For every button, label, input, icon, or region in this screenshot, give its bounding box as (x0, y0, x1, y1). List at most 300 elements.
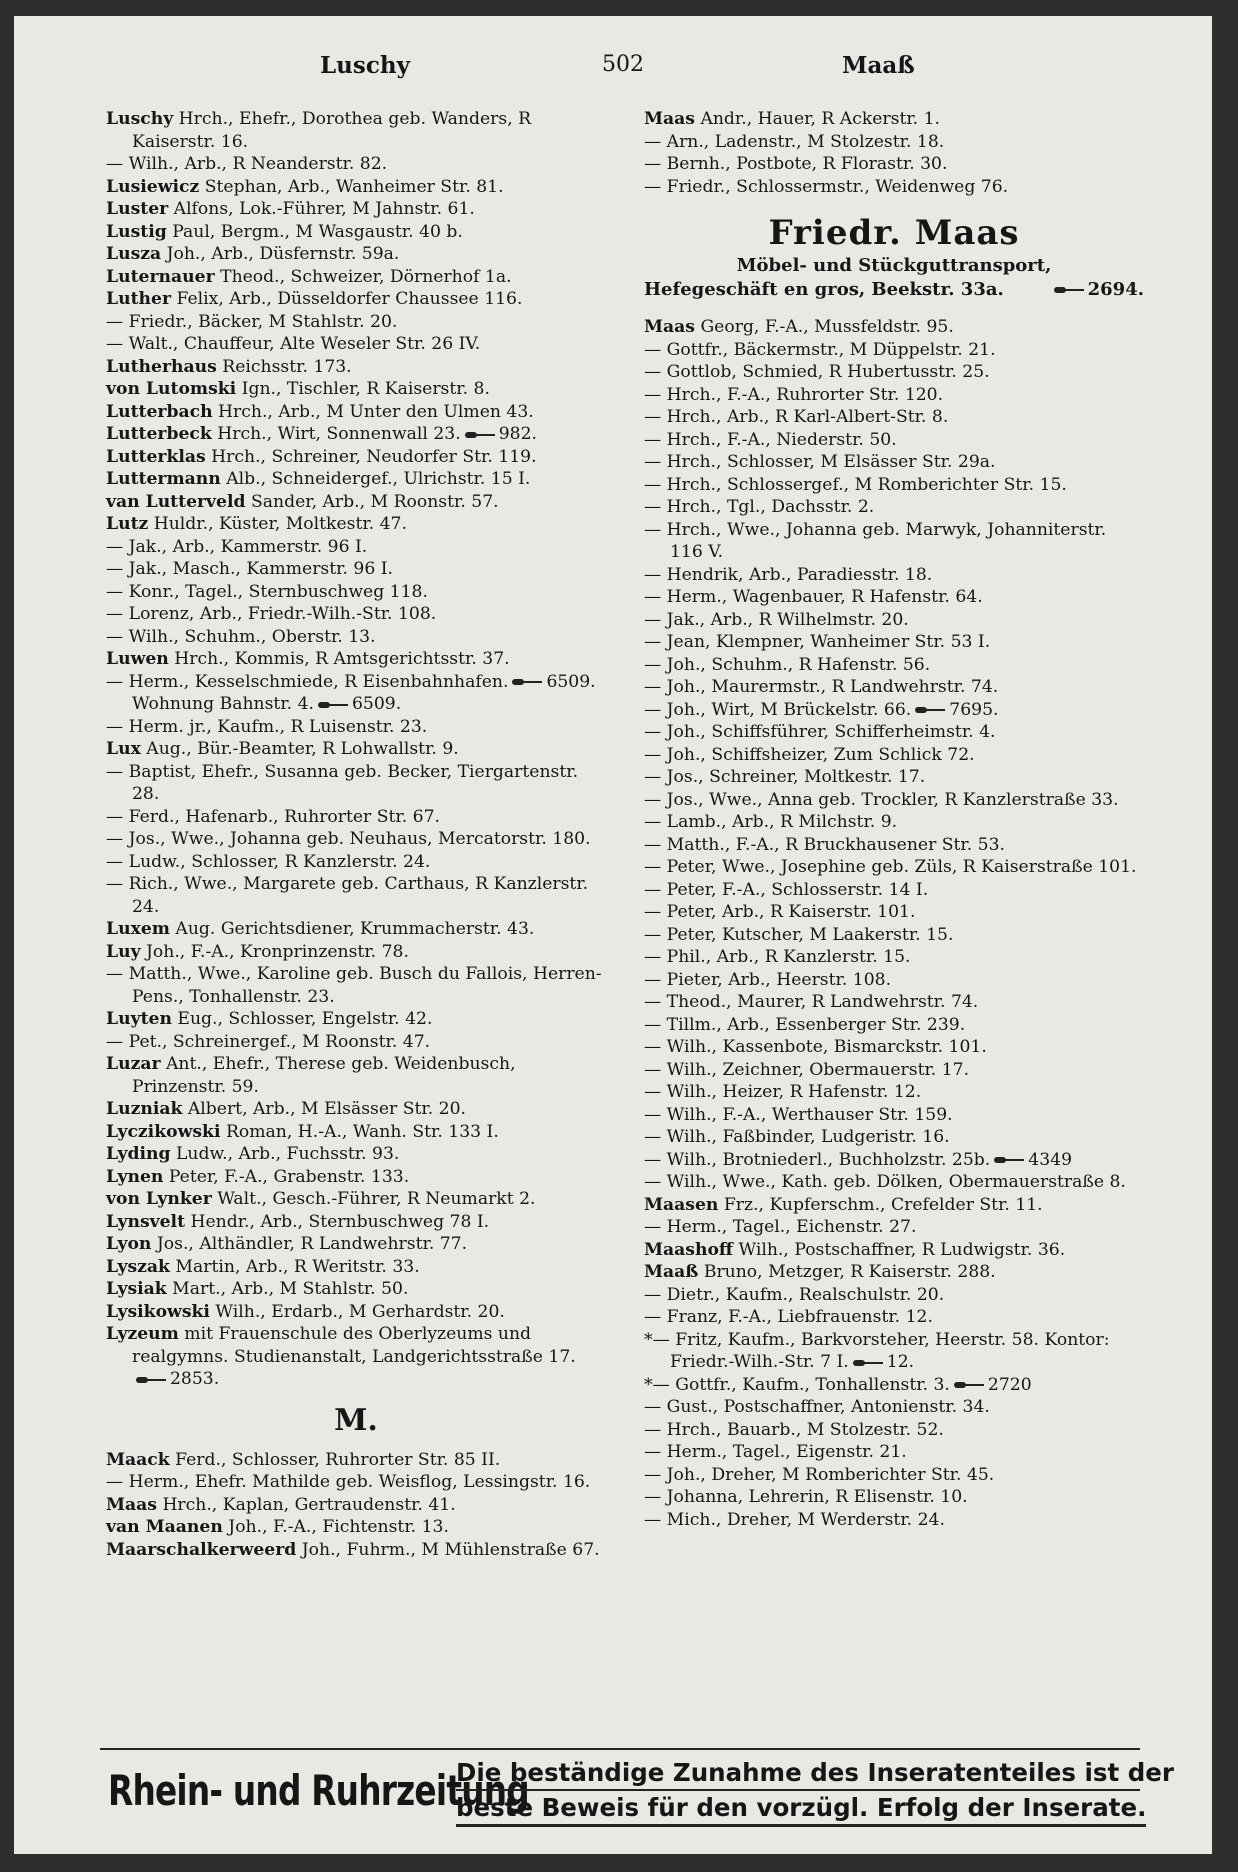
entry-surname: Maack (106, 1449, 170, 1470)
directory-entry (644, 1441, 1144, 1464)
entry-text: — Jak., Arb., Kammerstr. 96 I. (106, 536, 368, 557)
entry-text: Mart., Arb., M Stahlstr. 50. (166, 1279, 409, 1299)
entry-text: — Jean, Klempner, Wanheimer Str. 53 I. (644, 632, 991, 652)
entry-text: Jos., Althändler, R Landwehrstr. 77. (151, 1234, 468, 1254)
directory-entry (644, 1036, 1144, 1059)
directory-entry (106, 1166, 606, 1189)
directory-entry (644, 1464, 1144, 1487)
entry-text: — Joh., Dreher, M Romberichter Str. 45. (644, 1464, 995, 1485)
directory-entry (644, 1284, 1144, 1307)
directory-entry (106, 1471, 606, 1494)
directory-entry (644, 924, 1144, 947)
entry-text: Aug. Gerichtsdiener, Krummacherstr. 43. (169, 919, 535, 939)
left-entry-list-m (106, 1449, 606, 1562)
left-column (106, 108, 606, 1561)
banner-slogan (456, 1756, 1174, 1827)
entry-text: — Lorenz, Arb., Friedr.-Wilh.-Str. 108. (106, 604, 437, 624)
entry-text: — Gottfr., Bäckermstr., M Düppelstr. 21. (644, 339, 996, 360)
entry-surname: Maas (644, 109, 695, 129)
left-entry-list (106, 108, 606, 1391)
directory-entry (106, 1301, 606, 1324)
directory-entry (106, 648, 606, 671)
directory-entry (644, 969, 1144, 992)
entry-text: Roman, H.-A., Wanh. Str. 133 I. (220, 1121, 499, 1142)
directory-entry (106, 761, 606, 806)
entry-phone: 982. (498, 424, 537, 444)
directory-entry (644, 474, 1144, 497)
entry-surname: Lysikowski (106, 1301, 210, 1322)
entry-text: — Jos., Wwe., Johanna geb. Neuhaus, Mercatorstr. 180. (106, 829, 591, 849)
entry-phone: 6509. (352, 694, 402, 714)
directory-entry (644, 1014, 1144, 1037)
entry-surname: van Lutterveld (106, 491, 246, 512)
entry-text: Frz., Kupferschm., Crefelder Str. 11. (718, 1194, 1043, 1215)
entry-text: *— Gottfr., Kaufm., Tonhallenstr. 3. (644, 1374, 950, 1395)
directory-entry (106, 468, 606, 491)
entry-surname: Luwen (106, 649, 169, 669)
entry-text: — Wilh., Kassenbote, Bismarckstr. 101. (644, 1037, 987, 1057)
directory-entry (644, 879, 1144, 902)
directory-entry (644, 108, 1144, 131)
directory-entry (106, 176, 606, 199)
directory-entry (106, 918, 606, 941)
directory-entry (644, 1329, 1144, 1374)
entry-text: — Bernh., Postbote, R Florastr. 30. (644, 154, 948, 174)
entry-text: Hrch., Arb., M Unter den Ulmen 43. (212, 401, 534, 422)
entry-text: — Gust., Postschaffner, Antonienstr. 34. (644, 1397, 990, 1417)
telephone-icon (954, 1380, 984, 1390)
right-entry-list (644, 316, 1144, 1531)
entry-surname: Luyten (106, 1009, 172, 1029)
entry-text: — Theod., Maurer, R Landwehrstr. 74. (644, 992, 979, 1012)
directory-entry (644, 789, 1144, 812)
entry-text: — Matth., Wwe., Karoline geb. Busch du Fallois, Herren-Pens., Tonhallenstr. 23. (106, 964, 602, 1007)
entry-surname: Maasen (644, 1194, 719, 1215)
directory-entry (644, 721, 1144, 744)
entry-surname: Luy (106, 941, 141, 962)
entry-surname: von Lutomski (106, 379, 237, 399)
directory-entry (106, 198, 606, 221)
directory-entry (644, 429, 1144, 452)
entry-text: — Friedr., Bäcker, M Stahlstr. 20. (106, 311, 398, 332)
directory-entry (106, 1188, 606, 1211)
entry-text: — Jos., Wwe., Anna geb. Trockler, R Kanzlerstraße 33. (644, 789, 1119, 810)
directory-entry (106, 738, 606, 761)
entry-text: — Jos., Schreiner, Moltkestr. 17. (644, 767, 926, 787)
entry-text: Eug., Schlosser, Engelstr. 42. (171, 1009, 433, 1029)
entry-text: — Peter, Kutscher, M Laakerstr. 15. (644, 924, 954, 945)
directory-entry (644, 1396, 1144, 1419)
newspaper-banner (100, 1748, 1174, 1830)
directory-entry (644, 766, 1144, 789)
directory-entry (106, 671, 606, 716)
entry-text: Georg, F.-A., Mussfeldstr. 95. (694, 317, 954, 337)
directory-entry (644, 856, 1144, 879)
directory-entry (106, 1121, 606, 1144)
directory-entry (106, 1539, 606, 1562)
advert-line1: Möbel- und Stückguttransport, (736, 255, 1052, 276)
directory-entry (106, 1098, 606, 1121)
directory-entry (644, 1081, 1144, 1104)
entry-text: — Hrch., Arb., R Karl-Albert-Str. 8. (644, 407, 949, 427)
entry-text: — Wilh., Arb., R Neanderstr. 82. (106, 154, 388, 174)
page-number: 502 (602, 52, 644, 77)
entry-text: — Matth., F.-A., R Bruckhausener Str. 53. (644, 834, 1006, 855)
directory-entry (644, 384, 1144, 407)
entry-text: — Peter, Arb., R Kaiserstr. 101. (644, 902, 916, 922)
telephone-icon (1054, 285, 1084, 295)
directory-entry (644, 406, 1144, 429)
entry-text: — Herm., Tagel., Eigenstr. 21. (644, 1442, 907, 1462)
directory-entry (106, 1256, 606, 1279)
entry-text: — Hrch., Bauarb., M Stolzestr. 52. (644, 1419, 944, 1440)
directory-entry (644, 586, 1144, 609)
advert-phone (1050, 278, 1144, 302)
header-right-keyword: Maaß (842, 52, 915, 79)
directory-entry (644, 1149, 1144, 1172)
entry-text: — Wilh., Heizer, R Hafenstr. 12. (644, 1082, 922, 1102)
entry-surname: Maaß (644, 1262, 699, 1282)
entry-text: — Tillm., Arb., Essenberger Str. 239. (644, 1014, 966, 1035)
entry-text: — Herm. jr., Kaufm., R Luisenstr. 23. (106, 716, 428, 737)
directory-entry (106, 941, 606, 964)
directory-entry (644, 1059, 1144, 1082)
entry-text: — Peter, F.-A., Schlosserstr. 14 I. (644, 879, 929, 900)
entry-text: Andr., Hauer, R Ackerstr. 1. (694, 109, 941, 129)
entry-surname: Lutterbach (106, 401, 213, 422)
directory-entry (644, 1419, 1144, 1442)
entry-text: — Ferd., Hafenarb., Ruhrorter Str. 67. (106, 806, 440, 827)
entry-surname: Lusza (106, 244, 162, 264)
entry-text: Wilh., Postschaffner, R Ludwigstr. 36. (733, 1239, 1066, 1260)
entry-text: Hendr., Arb., Sternbuschweg 78 I. (185, 1211, 490, 1232)
telephone-icon (465, 430, 495, 440)
entry-text: Ign., Tischler, R Kaiserstr. 8. (236, 379, 490, 399)
directory-entry (106, 963, 606, 1008)
directory-entry (644, 1216, 1144, 1239)
entry-surname: Luschy (106, 109, 174, 129)
directory-entry (644, 1171, 1144, 1194)
directory-entry (644, 176, 1144, 199)
entry-text: — Hrch., F.-A., Ruhrorter Str. 120. (644, 384, 944, 405)
banner-slogan-line1: Die beständige Zunahme des Inseratenteiles ist der (456, 1756, 1140, 1791)
telephone-icon (994, 1155, 1024, 1165)
directory-entry (106, 1143, 606, 1166)
directory-entry (106, 626, 606, 649)
entry-text: — Joh., Wirt, M Brückelstr. 66. (644, 699, 912, 720)
telephone-icon (136, 1375, 166, 1385)
entry-text: — Wilh., Wwe., Kath. geb. Dölken, Obermauerstraße 8. (644, 1172, 1126, 1192)
entry-surname: Lynsvelt (106, 1211, 186, 1232)
entry-surname: Lyczikowski (106, 1121, 221, 1142)
entry-surname: Luttermann (106, 469, 221, 489)
entry-text: — Wilh., F.-A., Werthauser Str. 159. (644, 1104, 953, 1125)
directory-entry (644, 339, 1144, 362)
directory-entry (644, 519, 1144, 564)
entry-text: — Jak., Masch., Kammerstr. 96 I. (106, 559, 393, 579)
entry-surname: Luther (106, 289, 172, 309)
directory-entry (106, 401, 606, 424)
entry-text: Aug., Bür.-Beamter, R Lohwallstr. 9. (140, 739, 459, 759)
directory-entry (106, 851, 606, 874)
directory-entry (644, 1194, 1144, 1217)
entry-surname: Lutterbeck (106, 424, 212, 444)
directory-entry (106, 1031, 606, 1054)
right-entry-list-top (644, 108, 1144, 198)
directory-entry (106, 1323, 606, 1391)
entry-text: — Joh., Maurermstr., R Landwehrstr. 74. (644, 677, 999, 697)
directory-entry (106, 716, 606, 739)
entry-text: Felix, Arb., Düsseldorfer Chaussee 116. (171, 289, 523, 309)
entry-text: — Hrch., Wwe., Johanna geb. Marwyk, Johanniterstr. 116 V. (644, 519, 1107, 562)
directory-entry (644, 834, 1144, 857)
entry-text: — Hrch., Schlossergef., M Romberichter Str. 15. (644, 474, 1067, 495)
entry-surname: Luternauer (106, 266, 215, 287)
entry-text: — Walt., Chauffeur, Alte Weseler Str. 26 IV. (106, 334, 481, 354)
entry-text: — Wilh., Zeichner, Obermauerstr. 17. (644, 1059, 970, 1080)
directory-entry (106, 1211, 606, 1234)
entry-text: — Lamb., Arb., R Milchstr. 9. (644, 812, 898, 832)
entry-text: — Johanna, Lehrerin, R Elisenstr. 10. (644, 1487, 968, 1507)
directory-entry (644, 609, 1144, 632)
entry-text: — Herm., Ehefr. Mathilde geb. Weisflog, Lessingstr. 16. (106, 1472, 591, 1492)
directory-entry (106, 1233, 606, 1256)
directory-entry (644, 1239, 1144, 1262)
directory-entry (106, 356, 606, 379)
entry-text: — Baptist, Ehefr., Susanna geb. Becker, Tiergartenstr. 28. (106, 761, 579, 804)
directory-entry (106, 1516, 606, 1539)
directory-entry (644, 901, 1144, 924)
entry-phone: 2720 (987, 1374, 1032, 1395)
directory-entry (106, 513, 606, 536)
entry-surname: Lyzeum (106, 1324, 179, 1344)
entry-text: — Hrch., Tgl., Dachsstr. 2. (644, 497, 875, 517)
telephone-icon (853, 1358, 883, 1368)
advert-line2 (644, 278, 1144, 302)
directory-entry (644, 361, 1144, 384)
entry-text: Alb., Schneidergef., Ulrichstr. 15 I. (220, 469, 531, 489)
entry-surname: Lyszak (106, 1256, 170, 1277)
entry-text: *— Fritz, Kaufm., Barkvorsteher, Heerstr. 58. Kontor: Friedr.-Wilh.-Str. 7 I. (644, 1329, 1110, 1372)
directory-entry (644, 564, 1144, 587)
directory-entry (106, 266, 606, 289)
advertisement (644, 212, 1144, 302)
directory-entry (106, 1053, 606, 1098)
directory-entry (644, 1509, 1144, 1532)
directory-entry (644, 991, 1144, 1014)
telephone-icon (318, 700, 348, 710)
directory-entry (644, 654, 1144, 677)
directory-entry (106, 333, 606, 356)
entry-surname: Maashoff (644, 1239, 734, 1260)
entry-text: Hrch., Kaplan, Gertraudenstr. 41. (156, 1494, 456, 1515)
directory-entry (106, 423, 606, 446)
entry-surname: Lusiewicz (106, 176, 200, 197)
directory-entry (106, 1278, 606, 1301)
directory-entry (106, 603, 606, 626)
directory-entry (644, 131, 1144, 154)
entry-text: Paul, Bergm., M Wasgaustr. 40 b. (166, 221, 463, 242)
entry-text: Reichsstr. 173. (216, 356, 352, 377)
banner-brand: Rhein- und Ruhrzeitung (108, 1766, 529, 1815)
entry-text: — Konr., Tagel., Sternbuschweg 118. (106, 581, 428, 602)
directory-entry (644, 496, 1144, 519)
entry-text: mit Frauenschule des Oberlyzeums und realgymns. Studienanstalt, Landgerichtsstraße 17. (132, 1324, 576, 1367)
entry-text: — Joh., Schiffsführer, Schifferheimstr. 4. (644, 722, 996, 742)
entry-surname: Luster (106, 199, 169, 219)
directory-entry (644, 1104, 1144, 1127)
directory-entry (644, 631, 1144, 654)
entry-text: — Pet., Schreinergef., M Roonstr. 47. (106, 1031, 431, 1052)
entry-text: Hrch., Ehefr., Dorothea geb. Wanders, R Kaiserstr. 16. (132, 109, 532, 152)
entry-text: Ant., Ehefr., Therese geb. Weidenbusch, Prinzenstr. 59. (132, 1054, 516, 1097)
directory-entry (106, 581, 606, 604)
entry-text: — Pieter, Arb., Heerstr. 108. (644, 969, 892, 990)
entry-text: — Ludw., Schlosser, R Kanzlerstr. 24. (106, 851, 431, 872)
entry-text: — Herm., Tagel., Eichenstr. 27. (644, 1217, 917, 1237)
entry-text: — Friedr., Schlossermstr., Weidenweg 76. (644, 176, 1009, 197)
entry-text: — Hrch., F.-A., Niederstr. 50. (644, 429, 897, 450)
entry-text: — Mich., Dreher, M Werderstr. 24. (644, 1509, 945, 1530)
directory-entry (106, 378, 606, 401)
directory-entry (644, 811, 1144, 834)
advert-line2-text: Hefegeschäft en gros, Beekstr. 33a. (644, 279, 1004, 300)
directory-entry (106, 243, 606, 266)
entry-text: Theod., Schweizer, Dörnerhof 1a. (214, 266, 512, 287)
directory-entry (644, 676, 1144, 699)
entry-text: — Wilh., Brotniederl., Buchholzstr. 25b. (644, 1149, 991, 1170)
entry-text: — Arn., Ladenstr., M Stolzestr. 18. (644, 131, 945, 152)
entry-text: Walt., Gesch.-Führer, R Neumarkt 2. (211, 1189, 536, 1209)
letter-heading: M. (334, 1402, 378, 1438)
entry-text: Joh., Fuhrm., M Mühlenstraße 67. (296, 1539, 600, 1560)
entry-surname: Lutterklas (106, 446, 206, 467)
directory-entry (644, 744, 1144, 767)
entry-text: Stephan, Arb., Wanheimer Str. 81. (199, 176, 504, 197)
entry-text: — Gottlob, Schmied, R Hubertusstr. 25. (644, 362, 990, 382)
entry-text: — Jak., Arb., R Wilhelmstr. 20. (644, 609, 909, 630)
directory-entry (644, 1261, 1144, 1284)
banner-slogan-line2: beste Beweis für den vorzügl. Erfolg der Inserate. (456, 1791, 1146, 1827)
entry-text: Hrch., Wirt, Sonnenwall 23. (211, 424, 461, 444)
directory-entry (644, 316, 1144, 339)
entry-surname: Luxem (106, 919, 170, 939)
entry-text: Peter, F.-A., Grabenstr. 133. (163, 1166, 410, 1187)
entry-surname: von Lynker (106, 1189, 212, 1209)
directory-page (14, 16, 1212, 1854)
advert-name: Friedr. Maas (768, 213, 1020, 253)
entry-surname: Lyon (106, 1234, 152, 1254)
entry-surname: Lutz (106, 514, 149, 534)
directory-entry (106, 446, 606, 469)
entry-text: — Wilh., Faßbinder, Ludgeristr. 16. (644, 1127, 950, 1147)
entry-text: — Wilh., Schuhm., Oberstr. 13. (106, 626, 376, 647)
directory-entry (644, 1126, 1144, 1149)
entry-text: Albert, Arb., M Elsässer Str. 20. (182, 1099, 466, 1119)
directory-entry (106, 108, 606, 153)
entry-text: Joh., F.-A., Kronprinzenstr. 78. (140, 941, 409, 962)
entry-text: Bruno, Metzger, R Kaiserstr. 288. (698, 1262, 996, 1282)
entry-text: Joh., Arb., Düsfernstr. 59a. (161, 244, 400, 264)
entry-text: — Dietr., Kaufm., Realschulstr. 20. (644, 1284, 945, 1305)
entry-text: — Peter, Wwe., Josephine geb. Züls, R Kaiserstraße 101. (644, 857, 1137, 877)
entry-phone: 4349 (1028, 1149, 1073, 1170)
entry-text: — Joh., Schuhm., R Hafenstr. 56. (644, 654, 931, 675)
entry-surname: Lustig (106, 221, 167, 242)
entry-text: Huldr., Küster, Moltkestr. 47. (148, 514, 407, 534)
entry-text: Wilh., Erdarb., M Gerhardstr. 20. (209, 1301, 505, 1322)
telephone-icon (915, 705, 945, 715)
entry-text: — Herm., Wagenbauer, R Hafenstr. 64. (644, 587, 983, 607)
entry-text: Martin, Arb., R Weritstr. 33. (169, 1256, 420, 1277)
entry-text: Hrch., Schreiner, Neudorfer Str. 119. (205, 446, 537, 467)
directory-entry (106, 221, 606, 244)
directory-entry (644, 1374, 1144, 1397)
directory-entry (106, 828, 606, 851)
entry-surname: Lysiak (106, 1279, 167, 1299)
entry-surname: Lutherhaus (106, 356, 217, 377)
telephone-icon (512, 677, 542, 687)
entry-surname: Lux (106, 739, 141, 759)
directory-entry (644, 946, 1144, 969)
entry-text: Joh., F.-A., Fichtenstr. 13. (222, 1517, 449, 1537)
entry-phone: 2853. (170, 1369, 220, 1389)
entry-surname: Maarschalkerweerd (106, 1539, 297, 1560)
entry-surname: Luzniak (106, 1099, 183, 1119)
entry-text: — Phil., Arb., R Kanzlerstr. 15. (644, 947, 911, 967)
directory-entry (106, 536, 606, 559)
header-left-keyword: Luschy (320, 52, 410, 79)
directory-entry (644, 451, 1144, 474)
entry-surname: Luzar (106, 1054, 161, 1074)
entry-phone: 6509. Wohnung Bahnstr. 4. (132, 671, 596, 714)
entry-text: — Herm., Kesselschmiede, R Eisenbahnhafen. (106, 671, 509, 692)
entry-text: Hrch., Kommis, R Amtsgerichtsstr. 37. (168, 649, 510, 669)
directory-entry (106, 806, 606, 829)
directory-entry (106, 873, 606, 918)
entry-text: — Hendrik, Arb., Paradiesstr. 18. (644, 564, 933, 585)
directory-entry (106, 558, 606, 581)
entry-text: Ferd., Schlosser, Ruhrorter Str. 85 II. (169, 1449, 501, 1470)
entry-text: — Joh., Schiffsheizer, Zum Schlick 72. (644, 744, 975, 765)
entry-surname: Maas (644, 317, 695, 337)
entry-phone: 12. (886, 1352, 915, 1372)
entry-text: Alfons, Lok.-Führer, M Jahnstr. 61. (168, 199, 475, 219)
entry-surname: Lyding (106, 1144, 171, 1164)
directory-entry (106, 153, 606, 176)
entry-text: — Rich., Wwe., Margarete geb. Carthaus, R Kanzlerstr. 24. (106, 874, 589, 917)
directory-entry (106, 1449, 606, 1472)
entry-phone: 7695. (949, 699, 999, 720)
directory-entry (644, 1306, 1144, 1329)
directory-entry (106, 491, 606, 514)
entry-text: — Hrch., Schlosser, M Elsässer Str. 29a. (644, 452, 996, 472)
entry-surname: Lynen (106, 1166, 164, 1187)
directory-entry (644, 699, 1144, 722)
directory-entry (106, 311, 606, 334)
directory-entry (644, 1486, 1144, 1509)
entry-surname: Maas (106, 1494, 157, 1515)
directory-entry (106, 288, 606, 311)
directory-entry (644, 153, 1144, 176)
entry-text: Sander, Arb., M Roonstr. 57. (245, 491, 499, 512)
right-column (644, 108, 1144, 1531)
entry-text: Ludw., Arb., Fuchsstr. 93. (170, 1144, 400, 1164)
directory-entry (106, 1494, 606, 1517)
advert-phone-number: 2694. (1087, 279, 1144, 300)
directory-entry (106, 1008, 606, 1031)
entry-text: — Franz, F.-A., Liebfrauenstr. 12. (644, 1307, 933, 1327)
